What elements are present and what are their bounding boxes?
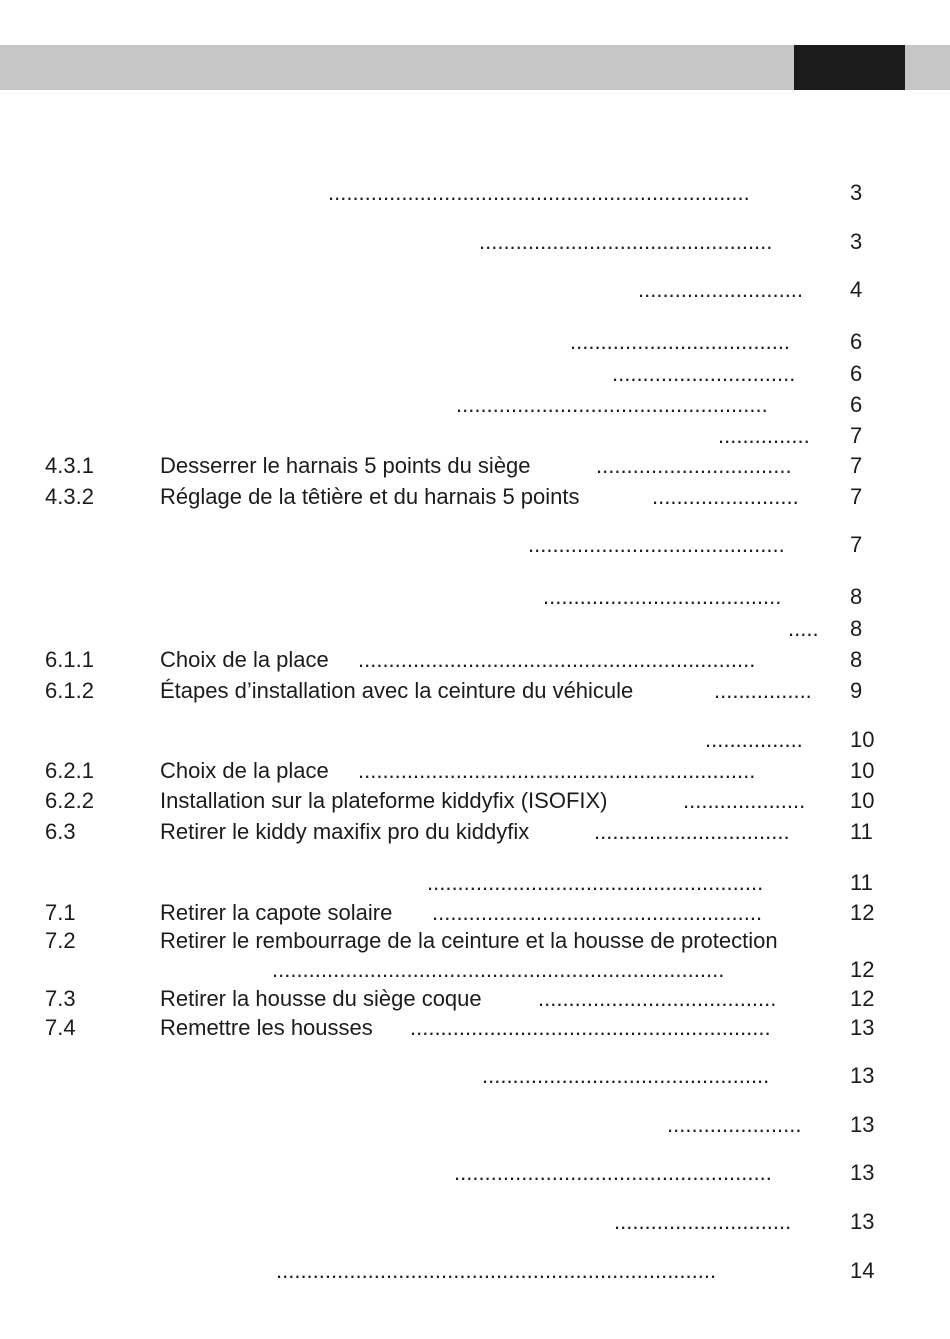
toc-page-number: 11	[850, 870, 873, 895]
toc-entry[interactable]	[0, 898, 950, 928]
toc-dot-leader: .......................................................	[427, 870, 764, 895]
toc-entry[interactable]	[0, 1158, 950, 1188]
toc-page-number: 7	[850, 532, 863, 557]
toc-dot-leader: ...........................................................	[410, 1015, 771, 1040]
toc-entry-number: 7.3	[45, 986, 76, 1011]
toc-dot-leader: .................................................................	[358, 647, 756, 672]
toc-entry-number: 6.1.1	[45, 647, 94, 672]
toc-entry-title: Retirer la housse du siège coque	[160, 986, 482, 1011]
toc-entry[interactable]	[0, 582, 950, 612]
toc-entry-number: 4.3.2	[45, 484, 94, 509]
toc-dot-leader: ....................	[683, 788, 806, 813]
toc-entry-number: 6.2.1	[45, 758, 94, 783]
toc-entry[interactable]	[0, 1207, 950, 1237]
toc-entry-title: Étapes d’installation avec la ceinture du véhicule	[160, 678, 634, 703]
toc-entry[interactable]	[0, 451, 950, 481]
toc-entry-title: Retirer le kiddy maxifix pro du kiddyfix	[160, 819, 530, 844]
toc-page-number: 6	[850, 392, 863, 417]
toc-page-number: 7	[850, 453, 863, 478]
toc-dot-leader: ...............	[718, 423, 810, 448]
toc-page-number: 14	[850, 1258, 875, 1283]
toc-dot-leader: .......................................	[543, 584, 782, 609]
toc-entry-title: Remettre les housses	[160, 1015, 373, 1040]
toc-entry[interactable]	[0, 1061, 950, 1091]
toc-page-number: 12	[850, 900, 875, 925]
toc-dot-leader: .................................................................	[358, 758, 756, 783]
toc-page-number: 6	[850, 329, 863, 354]
toc-dot-leader: ..............................	[612, 361, 796, 386]
toc-entry-title: Retirer le rembourrage de la ceinture et la housse de protection	[160, 928, 778, 953]
toc-dot-leader: ................................................	[479, 229, 773, 254]
toc-dot-leader: ....................................	[570, 329, 791, 354]
toc-entry-number: 7.4	[45, 1015, 76, 1040]
toc-dot-leader: ........................	[652, 484, 799, 509]
toc-entry-number: 7.2	[45, 928, 76, 953]
toc-dot-leader: ...........................	[638, 277, 804, 302]
toc-page-number: 13	[850, 1209, 875, 1234]
toc-entry-number: 6.2.2	[45, 788, 94, 813]
toc-page-number: 13	[850, 1160, 875, 1185]
toc-dot-leader: ..........................................................................	[272, 957, 725, 982]
toc-entry-title: Retirer la capote solaire	[160, 900, 393, 925]
toc-page-number: 3	[850, 229, 863, 254]
toc-entry[interactable]	[0, 275, 950, 305]
toc-entry[interactable]	[0, 725, 950, 755]
toc-entry[interactable]	[0, 984, 950, 1014]
toc-entry[interactable]	[0, 817, 950, 847]
toc-page-number: 13	[850, 1015, 875, 1040]
toc-entry-number: 6.1.2	[45, 678, 94, 703]
toc-entry[interactable]	[0, 645, 950, 675]
toc-page-number: 10	[850, 788, 875, 813]
toc-entry-number: 4.3.1	[45, 453, 94, 478]
toc-dot-leader: .....................................................................	[328, 180, 750, 205]
toc-entry[interactable]	[0, 178, 950, 208]
toc-page-number: 12	[850, 957, 875, 982]
toc-page-number: 3	[850, 180, 863, 205]
toc-page-number: 13	[850, 1063, 875, 1088]
toc-dot-leader: ........................................................................	[276, 1258, 717, 1283]
toc-dot-leader: ................	[705, 727, 803, 752]
toc-entry[interactable]	[0, 868, 950, 898]
toc-dot-leader: ......................	[667, 1112, 802, 1137]
toc-entry[interactable]	[0, 482, 950, 512]
toc-entry[interactable]	[0, 756, 950, 786]
toc-entry-number: 7.1	[45, 900, 76, 925]
toc-entry[interactable]	[0, 614, 950, 644]
toc-entry[interactable]	[0, 421, 950, 451]
toc-page-number: 7	[850, 423, 863, 448]
toc-page-number: 8	[850, 616, 863, 641]
toc-entry[interactable]	[0, 1013, 950, 1043]
toc-page-number: 9	[850, 678, 863, 703]
toc-page-number: 7	[850, 484, 863, 509]
toc-page-number: 10	[850, 727, 875, 752]
toc-page-number: 8	[850, 584, 863, 609]
toc-dot-leader: .....	[788, 616, 819, 641]
toc-page-number: 4	[850, 277, 863, 302]
toc-entry[interactable]	[0, 390, 950, 420]
toc-dot-leader: ................................	[596, 453, 792, 478]
toc-dot-leader: ...................................................	[456, 392, 768, 417]
toc-entry[interactable]	[0, 1110, 950, 1140]
toc-page-number: 11	[850, 819, 873, 844]
toc-entry-number: 6.3	[45, 819, 76, 844]
toc-page-number: 8	[850, 647, 863, 672]
toc-entry[interactable]	[0, 227, 950, 257]
toc-entry[interactable]	[0, 926, 950, 984]
toc-entry[interactable]	[0, 327, 950, 357]
toc-entry-title: Choix de la place	[160, 647, 329, 672]
toc-entry[interactable]	[0, 359, 950, 389]
toc-page-number: 12	[850, 986, 875, 1011]
toc-entry[interactable]	[0, 676, 950, 706]
toc-dot-leader: .............................	[614, 1209, 792, 1234]
toc-dot-leader: ....................................................	[454, 1160, 772, 1185]
toc-entry[interactable]	[0, 786, 950, 816]
toc-dot-leader: .......................................	[538, 986, 777, 1011]
toc-entry-title: Desserrer le harnais 5 points du siège	[160, 453, 531, 478]
toc-dot-leader: ................................	[594, 819, 790, 844]
toc-entry[interactable]	[0, 530, 950, 560]
toc-dot-leader: ................	[714, 678, 812, 703]
toc-page-number: 10	[850, 758, 875, 783]
toc-entry-title: Choix de la place	[160, 758, 329, 783]
toc-entry-title: Réglage de la têtière et du harnais 5 points	[160, 484, 580, 509]
toc-entry-title: Installation sur la plateforme kiddyfix (ISOFIX)	[160, 788, 608, 813]
toc-page-number: 13	[850, 1112, 875, 1137]
toc-dot-leader: ..........................................	[528, 532, 785, 557]
toc-entry[interactable]	[0, 1256, 950, 1286]
toc-dot-leader: ...............................................	[482, 1063, 770, 1088]
toc-dot-leader: ......................................................	[432, 900, 763, 925]
page-tab-block	[794, 45, 905, 90]
toc-page-number: 6	[850, 361, 863, 386]
